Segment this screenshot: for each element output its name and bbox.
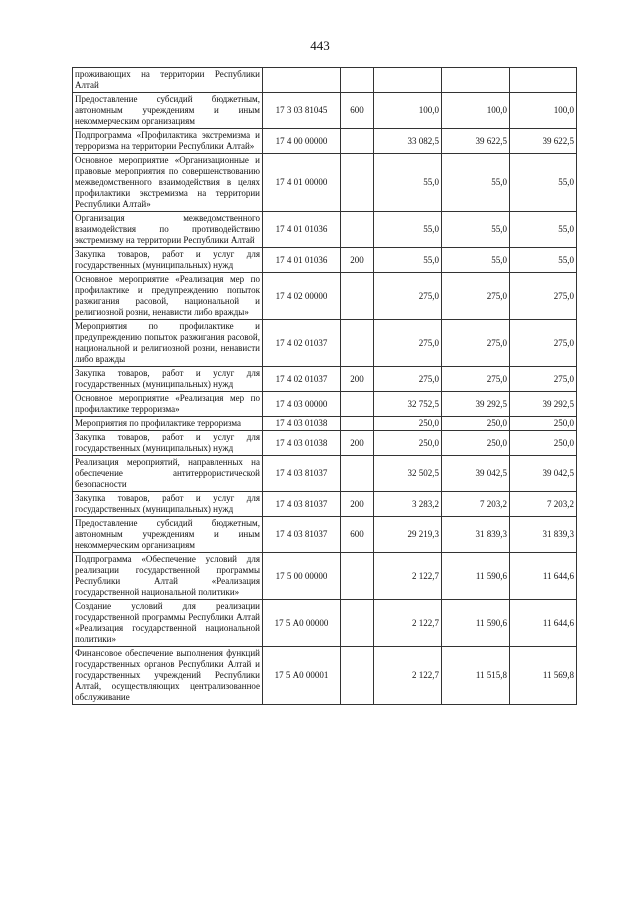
row-value-cell: 31 839,3 <box>442 517 510 553</box>
table-row <box>73 431 577 456</box>
row-value-cell <box>374 68 442 93</box>
row-expense-type-cell: 200 <box>341 492 374 517</box>
row-value-cell: 275,0 <box>510 367 577 392</box>
row-name-cell: Основное мероприятие «Реализация мер по профилактике терроризма» <box>73 392 263 417</box>
row-value-cell: 3 283,2 <box>374 492 442 517</box>
row-name-cell: Закупка товаров, работ и услуг для государственных (муниципальных) нужд <box>73 248 263 273</box>
row-name-cell: Подпрограмма «Обеспечение условий для реализации государственной программы Республики Алтай «Реализация государственной национальной политики» <box>73 553 263 600</box>
row-value-cell: 275,0 <box>510 273 577 320</box>
row-value-cell: 39 622,5 <box>510 129 577 154</box>
table-row <box>73 273 577 320</box>
row-name-cell: Закупка товаров, работ и услуг для государственных (муниципальных) нужд <box>73 431 263 456</box>
row-expense-type-cell <box>341 456 374 492</box>
row-value-cell: 39 042,5 <box>442 456 510 492</box>
row-value-cell: 275,0 <box>510 320 577 367</box>
row-value-cell <box>442 68 510 93</box>
row-value-cell: 55,0 <box>442 248 510 273</box>
row-value-cell: 2 122,7 <box>374 600 442 647</box>
table-row <box>73 212 577 248</box>
row-name-cell: Мероприятия по профилактике и предупреждению попыток разжигания расовой, национальной и религиозной розни, ненависти либо вражды <box>73 320 263 367</box>
row-expense-type-cell: 600 <box>341 93 374 129</box>
row-value-cell: 55,0 <box>374 212 442 248</box>
row-code-cell: 17 4 03 00000 <box>263 392 341 417</box>
row-value-cell: 55,0 <box>510 212 577 248</box>
row-value-cell: 250,0 <box>442 417 510 431</box>
row-value-cell: 55,0 <box>442 154 510 212</box>
row-name-cell: Предоставление субсидий бюджетным, автономным учреждениям и иным некоммерческим организациям <box>73 93 263 129</box>
row-value-cell: 275,0 <box>374 320 442 367</box>
row-code-cell: 17 4 02 00000 <box>263 273 341 320</box>
row-expense-type-cell <box>341 392 374 417</box>
row-code-cell: 17 4 03 01038 <box>263 417 341 431</box>
row-name-cell: Основное мероприятие «Организационные и правовые мероприятия по совершенствованию межведомственного взаимодействия в целях профилактики экстремизма на территории Республики Алтай» <box>73 154 263 212</box>
row-value-cell: 100,0 <box>374 93 442 129</box>
table-row <box>73 456 577 492</box>
table-row <box>73 93 577 129</box>
row-value-cell: 250,0 <box>510 417 577 431</box>
row-value-cell: 55,0 <box>374 248 442 273</box>
row-value-cell: 55,0 <box>442 212 510 248</box>
row-value-cell: 250,0 <box>374 417 442 431</box>
row-value-cell: 7 203,2 <box>442 492 510 517</box>
row-value-cell: 2 122,7 <box>374 647 442 705</box>
table-row <box>73 68 577 93</box>
row-name-cell: Подпрограмма «Профилактика экстремизма и терроризма на территории Республики Алтай» <box>73 129 263 154</box>
row-expense-type-cell <box>341 129 374 154</box>
row-code-cell: 17 4 01 01036 <box>263 248 341 273</box>
row-code-cell: 17 4 03 01038 <box>263 431 341 456</box>
table-row <box>73 647 577 705</box>
row-code-cell: 17 4 03 81037 <box>263 492 341 517</box>
row-value-cell: 55,0 <box>510 248 577 273</box>
row-code-cell <box>263 68 341 93</box>
row-value-cell: 275,0 <box>374 273 442 320</box>
row-expense-type-cell: 600 <box>341 517 374 553</box>
table-row <box>73 129 577 154</box>
row-expense-type-cell: 200 <box>341 248 374 273</box>
row-name-cell: Закупка товаров, работ и услуг для государственных (муниципальных) нужд <box>73 492 263 517</box>
table-row <box>73 417 577 431</box>
row-name-cell: Предоставление субсидий бюджетным, автономным учреждениям и иным некоммерческим организациям <box>73 517 263 553</box>
row-value-cell: 100,0 <box>510 93 577 129</box>
row-code-cell: 17 5 А0 00000 <box>263 600 341 647</box>
row-name-cell: проживающих на территории Республики Алтай <box>73 68 263 93</box>
row-value-cell: 275,0 <box>442 273 510 320</box>
row-name-cell: Создание условий для реализации государственной программы Республики Алтай «Реализация государственной национальной политики» <box>73 600 263 647</box>
row-code-cell: 17 5 А0 00001 <box>263 647 341 705</box>
row-name-cell: Мероприятия по профилактике терроризма <box>73 417 263 431</box>
row-name-cell: Основное мероприятие «Реализация мер по профилактике и предупреждению попыток разжигания расовой, национальной и религиозной розни, ненависти либо вражды» <box>73 273 263 320</box>
table-row <box>73 154 577 212</box>
row-expense-type-cell <box>341 320 374 367</box>
row-code-cell: 17 4 01 00000 <box>263 154 341 212</box>
table-row <box>73 492 577 517</box>
table-row <box>73 600 577 647</box>
page-number: 443 <box>310 38 330 53</box>
row-code-cell: 17 4 01 01036 <box>263 212 341 248</box>
row-expense-type-cell <box>341 154 374 212</box>
row-code-cell: 17 4 02 01037 <box>263 367 341 392</box>
table-row <box>73 320 577 367</box>
budget-table <box>72 67 577 705</box>
row-value-cell: 11 590,6 <box>442 600 510 647</box>
row-value-cell <box>510 68 577 93</box>
row-value-cell: 11 515,8 <box>442 647 510 705</box>
row-expense-type-cell <box>341 647 374 705</box>
row-name-cell: Финансовое обеспечение выполнения функций государственных органов Республики Алтай и государственных учреждений Республики Алтай, осуществляющих централизованное обслуживание <box>73 647 263 705</box>
row-value-cell: 2 122,7 <box>374 553 442 600</box>
row-value-cell: 100,0 <box>442 93 510 129</box>
row-value-cell: 33 082,5 <box>374 129 442 154</box>
row-expense-type-cell <box>341 212 374 248</box>
row-name-cell: Организация межведомственного взаимодействия по противодействию экстремизму на территории Республики Алтай <box>73 212 263 248</box>
row-value-cell: 32 502,5 <box>374 456 442 492</box>
row-value-cell: 29 219,3 <box>374 517 442 553</box>
row-value-cell: 250,0 <box>510 431 577 456</box>
row-expense-type-cell: 200 <box>341 367 374 392</box>
row-value-cell: 39 292,5 <box>442 392 510 417</box>
row-name-cell: Реализация мероприятий, направленных на обеспечение антитеррористической безопасности <box>73 456 263 492</box>
row-value-cell: 39 042,5 <box>510 456 577 492</box>
row-expense-type-cell <box>341 553 374 600</box>
row-value-cell: 55,0 <box>374 154 442 212</box>
row-code-cell: 17 4 02 01037 <box>263 320 341 367</box>
table-row <box>73 248 577 273</box>
row-value-cell: 11 644,6 <box>510 553 577 600</box>
row-code-cell: 17 3 03 81045 <box>263 93 341 129</box>
row-code-cell: 17 4 03 81037 <box>263 517 341 553</box>
row-code-cell: 17 4 03 81037 <box>263 456 341 492</box>
table-row <box>73 392 577 417</box>
row-value-cell: 7 203,2 <box>510 492 577 517</box>
row-code-cell: 17 4 00 00000 <box>263 129 341 154</box>
row-value-cell: 250,0 <box>374 431 442 456</box>
row-expense-type-cell <box>341 417 374 431</box>
row-value-cell: 250,0 <box>442 431 510 456</box>
row-expense-type-cell <box>341 68 374 93</box>
row-value-cell: 275,0 <box>442 320 510 367</box>
row-value-cell: 11 644,6 <box>510 600 577 647</box>
row-value-cell: 275,0 <box>442 367 510 392</box>
row-value-cell: 31 839,3 <box>510 517 577 553</box>
row-value-cell: 275,0 <box>374 367 442 392</box>
row-value-cell: 32 752,5 <box>374 392 442 417</box>
row-value-cell: 39 292,5 <box>510 392 577 417</box>
row-expense-type-cell: 200 <box>341 431 374 456</box>
row-value-cell: 11 569,8 <box>510 647 577 705</box>
row-expense-type-cell <box>341 600 374 647</box>
row-name-cell: Закупка товаров, работ и услуг для государственных (муниципальных) нужд <box>73 367 263 392</box>
row-value-cell: 39 622,5 <box>442 129 510 154</box>
table-row <box>73 517 577 553</box>
row-expense-type-cell <box>341 273 374 320</box>
row-value-cell: 11 590,6 <box>442 553 510 600</box>
row-code-cell: 17 5 00 00000 <box>263 553 341 600</box>
row-value-cell: 55,0 <box>510 154 577 212</box>
budget-table-body <box>73 68 577 705</box>
table-row <box>73 553 577 600</box>
table-row <box>73 367 577 392</box>
